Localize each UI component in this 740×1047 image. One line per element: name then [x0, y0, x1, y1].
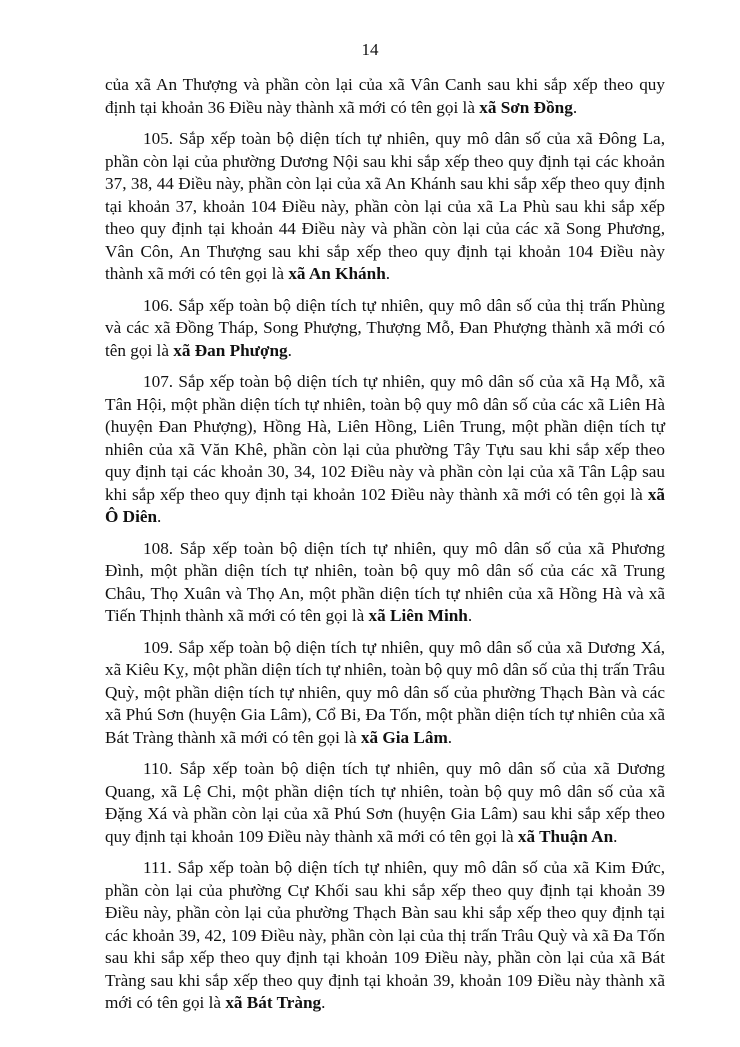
commune-name: xã Liên Minh — [368, 606, 468, 625]
paragraph-tail: . — [287, 340, 292, 360]
paragraph-tail: . — [572, 97, 578, 117]
commune-name: xã Thuận An — [517, 826, 614, 846]
paragraph-105 — [105, 128, 665, 286]
paragraph-text: 106. Sắp xếp toàn bộ diện tích tự nhiên, quy mô dân số của thị trấn Phùng và các xã Đồng Tháp, Song Phượng, Thượng Mỗ, Đan Phượng thành xã mới có tên gọi là — [105, 295, 665, 360]
commune-name: xã Ô Diên — [105, 484, 665, 526]
paragraph-text: 107. Sắp xếp toàn bộ diện tích tự nhiên, quy mô dân số của xã Hạ Mỗ, xã Tân Hội, một phần diện tích tự nhiên, toàn bộ quy mô dân số của các xã Liên Hà (huyện Đan Phượng), Hồng Hà, Liên Hồng, Liên Trung, một phần diện tích tự nhiên của xã Văn Khê, phần còn lại của phường Tây Tựu sau khi sắp xếp theo quy định tại các khoản 30, 34, 102 Điều này và phần còn lại của xã Tân Lập sau khi sắp xếp theo quy định tại khoản 102 Điều này thành xã mới có tên gọi là — [105, 372, 665, 504]
paragraph-tail: . — [613, 826, 618, 846]
commune-name: xã Bát Tràng — [225, 993, 322, 1012]
commune-name: xã Sơn Đồng — [479, 97, 573, 117]
paragraph-108 — [105, 538, 665, 628]
page-number: 14 — [361, 40, 379, 59]
paragraph-tail: . — [321, 993, 326, 1012]
paragraph-tail: . — [385, 264, 391, 283]
commune-name: xã An Khánh — [288, 264, 386, 283]
paragraph-107 — [105, 371, 665, 529]
paragraph-109 — [105, 637, 665, 750]
paragraph-text: của xã An Thượng và phần còn lại của xã Vân Canh sau khi sắp xếp theo quy định tại khoản 36 Điều này thành xã mới có tên gọi là — [105, 75, 665, 117]
paragraph-text: 111. Sắp xếp toàn bộ diện tích tự nhiên, quy mô dân số của xã Kim Đức, phần còn lại của phường Cự Khối sau khi sắp xếp theo quy định tại khoản 39 Điều này, phần còn lại của phường Thạch Bàn sau khi sắp xếp theo quy định tại các khoản 39, 42, 109 Điều này, phần còn lại của thị trấn Trâu Quỳ và xã Đa Tốn sau khi sắp xếp theo quy định tại khoản 109 Điều này, phần còn lại của xã Bát Tràng sau khi sắp xếp theo quy định tại khoản 39, khoản 109 Điều này thành xã mới có tên gọi là — [105, 858, 665, 1012]
paragraph-tail: . — [157, 507, 162, 526]
paragraph-tail: . — [447, 727, 453, 747]
commune-name: xã Gia Lâm — [360, 727, 448, 747]
commune-name: xã Đan Phượng — [173, 340, 288, 360]
paragraph-111 — [105, 857, 665, 1015]
paragraph-text: 108. Sắp xếp toàn bộ diện tích tự nhiên, quy mô dân số của xã Phương Đình, một phần diện tích tự nhiên, toàn bộ quy mô dân số của các xã Trung Châu, Thọ Xuân và Thọ An, một phần diện tích tự nhiên của xã Hồng Hà và xã Tiến Thịnh thành xã mới có tên gọi là — [105, 538, 665, 625]
paragraph-text: 109. Sắp xếp toàn bộ diện tích tự nhiên, quy mô dân số của xã Dương Xá, xã Kiêu Kỵ, một phần diện tích tự nhiên, toàn bộ quy mô dân số của thị trấn Trâu Quỳ, một phần diện tích tự nhiên, quy mô dân số của phường Thạch Bàn và các xã Phú Sơn (huyện Gia Lâm), Cổ Bi, Đa Tốn, một phần diện tích tự nhiên của xã Bát Tràng thành xã mới có tên gọi là — [105, 637, 665, 747]
paragraph-110 — [105, 758, 665, 848]
document-body — [105, 74, 665, 1024]
paragraph-text: 105. Sắp xếp toàn bộ diện tích tự nhiên, quy mô dân số của xã Đông La, phần còn lại của phường Dương Nội sau khi sắp xếp theo quy định tại các khoản 37, 38, 44 Điều này, phần còn lại của xã An Khánh sau khi sắp xếp theo quy định tại khoản 37, khoản 104 Điều này, phần còn lại của xã La Phù sau khi sắp xếp theo quy định tại khoản 44 Điều này và phần còn lại của các xã Song Phương, Vân Côn, An Thượng sau khi sắp xếp theo quy định tại khoản 104 Điều này thành xã mới có tên gọi là — [105, 129, 665, 283]
paragraph-continuation — [105, 74, 665, 119]
paragraph-text: 110. Sắp xếp toàn bộ diện tích tự nhiên, quy mô dân số của xã Dương Quang, xã Lệ Chi, một phần diện tích tự nhiên, toàn bộ quy mô dân số của xã Đặng Xá và phần còn lại của xã Phú Sơn (huyện Gia Lâm) sau khi sắp xếp theo quy định tại khoản 109 Điều này thành xã mới có tên gọi là — [105, 759, 665, 846]
paragraph-106 — [105, 295, 665, 363]
paragraph-tail: . — [467, 606, 473, 625]
